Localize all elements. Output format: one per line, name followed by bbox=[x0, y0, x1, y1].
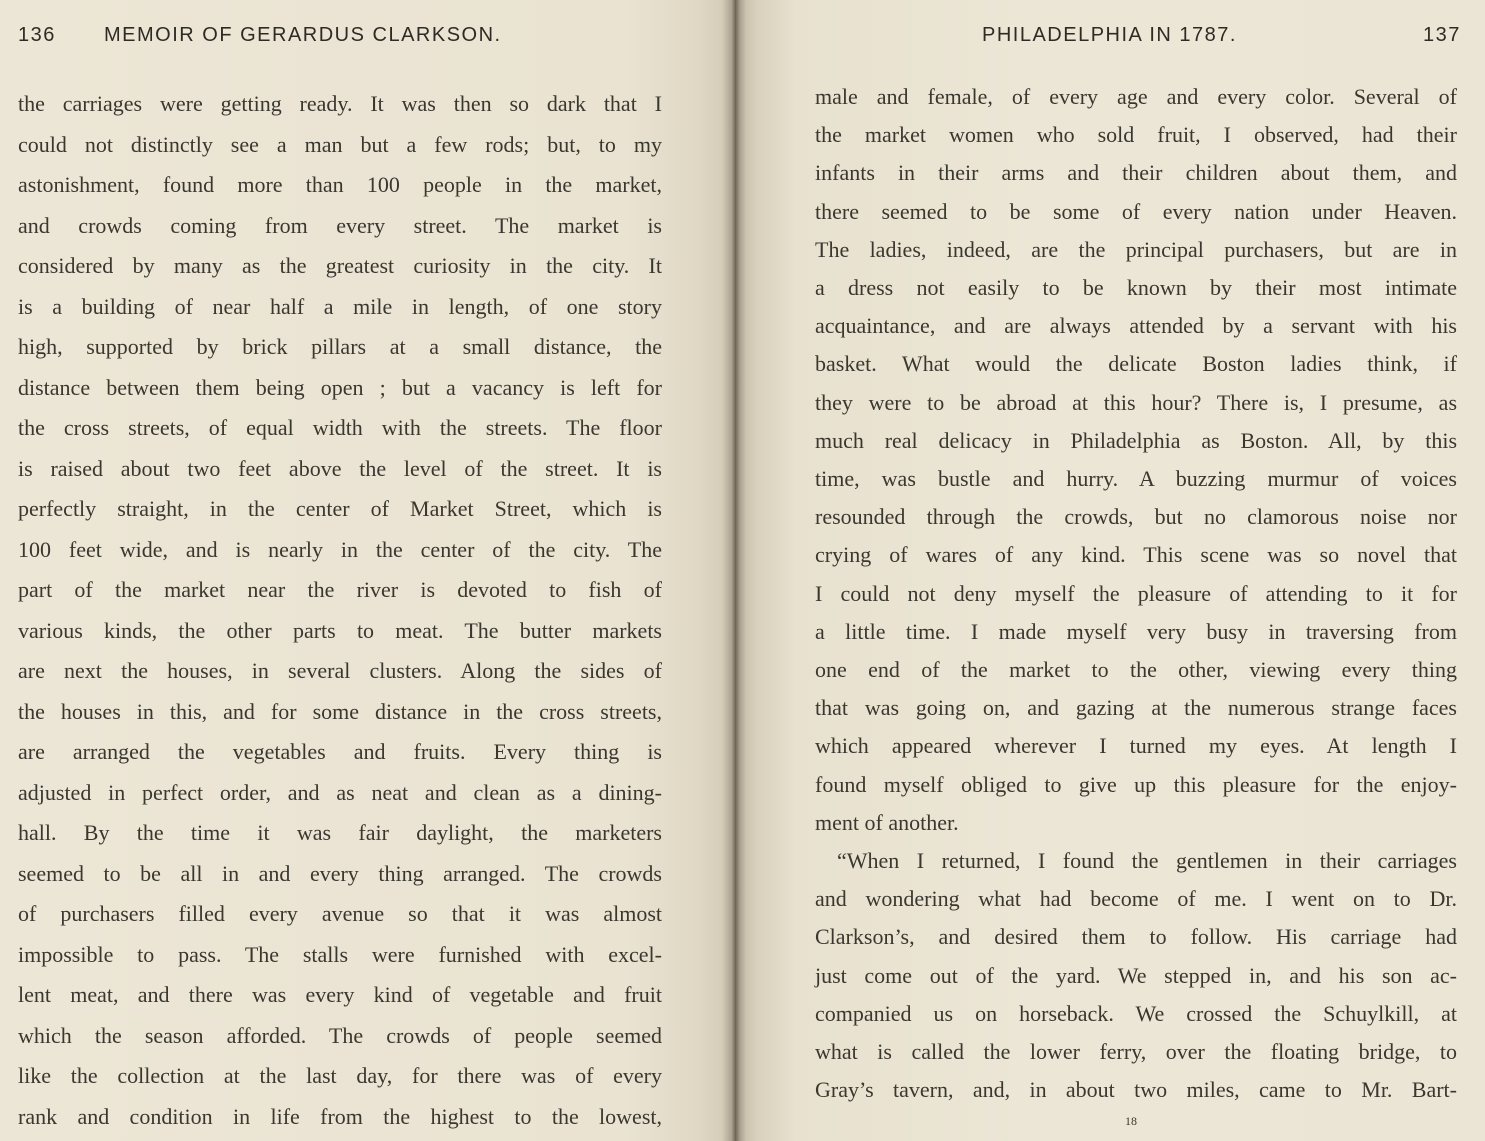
text-line: the houses in this, and for some distance in the cross streets, bbox=[18, 698, 662, 724]
text-line: acquaintance, and are always attended by a servant with his bbox=[815, 313, 1457, 339]
text-line: infants in their arms and their children about them, and bbox=[815, 160, 1457, 186]
text-line: seemed to be all in and every thing arranged. The crowds bbox=[18, 860, 662, 886]
text-line: and crowds coming from every street. The market is bbox=[18, 212, 662, 238]
left-running-head: MEMOIR OF GERARDUS CLARKSON. bbox=[104, 24, 502, 46]
right-page-body bbox=[815, 78, 1457, 1109]
text-line: considered by many as the greatest curiosity in the city. It bbox=[18, 253, 662, 278]
text-line: perfectly straight, in the center of Market Street, which is bbox=[18, 496, 662, 521]
text-line: the market women who sold fruit, I observed, had their bbox=[815, 122, 1457, 148]
text-line: Gray’s tavern, and, in about two miles, came to Mr. Bart- bbox=[815, 1077, 1457, 1103]
text-line: time, was bustle and hurry. A buzzing murmur of voices bbox=[815, 466, 1457, 492]
text-line: much real delicacy in Philadelphia as Boston. All, by this bbox=[815, 427, 1457, 453]
text-line: Clarkson’s, and desired them to follow. His carriage had bbox=[815, 924, 1457, 950]
text-line: there seemed to be some of every nation under Heaven. bbox=[815, 198, 1457, 224]
text-line: could not distinctly see a man but a few rods; but, to my bbox=[18, 131, 662, 157]
text-line: adjusted in perfect order, and as neat and clean as a dining- bbox=[18, 779, 662, 805]
text-line: a little time. I made myself very busy in traversing from bbox=[815, 618, 1457, 644]
right-page-number: 137 bbox=[1423, 24, 1461, 46]
text-line: like the collection at the last day, for there was of every bbox=[18, 1063, 662, 1088]
text-line: of purchasers filled every avenue so that it was almost bbox=[18, 901, 662, 926]
text-line: they were to be abroad at this hour? There is, I presume, as bbox=[815, 389, 1457, 415]
text-line: The ladies, indeed, are the principal purchasers, but are in bbox=[815, 236, 1457, 262]
text-line: male and female, of every age and every color. Several of bbox=[815, 84, 1457, 109]
book-gutter bbox=[722, 0, 746, 1141]
text-line: companied us on horseback. We crossed the Schuylkill, at bbox=[815, 1000, 1457, 1026]
text-line: ment of another. bbox=[815, 809, 959, 835]
right-running-head: PHILADELPHIA IN 1787. bbox=[982, 24, 1237, 46]
text-line: distance between them being open ; but a vacancy is left for bbox=[18, 374, 662, 400]
text-line: astonishment, found more than 100 people in the market, bbox=[18, 172, 662, 197]
text-line: is a building of near half a mile in length, of one story bbox=[18, 293, 662, 319]
text-line: “When I returned, I found the gentlemen in their carriages bbox=[837, 848, 1457, 874]
text-line: various kinds, the other parts to meat. The butter markets bbox=[18, 617, 662, 643]
text-line: are next the houses, in several clusters. Along the sides of bbox=[18, 658, 662, 683]
text-line: found myself obliged to give up this pleasure for the enjoy- bbox=[815, 771, 1457, 797]
text-line: basket. What would the delicate Boston ladies think, if bbox=[815, 351, 1457, 377]
text-line: a dress not easily to be known by their most intimate bbox=[815, 275, 1457, 301]
text-line: is raised about two feet above the level of the street. It is bbox=[18, 455, 662, 481]
text-line: part of the market near the river is devoted to fish of bbox=[18, 577, 662, 602]
text-line: which appeared wherever I turned my eyes. At length I bbox=[815, 733, 1457, 759]
text-line: resounded through the crowds, but no clamorous noise nor bbox=[815, 504, 1457, 530]
text-line: are arranged the vegetables and fruits. Every thing is bbox=[18, 739, 662, 764]
left-page-body bbox=[18, 84, 662, 1137]
signature-mark: 18 bbox=[1125, 1114, 1137, 1128]
text-line: just come out of the yard. We stepped in, and his son ac- bbox=[815, 962, 1457, 988]
text-line: that was going on, and gazing at the numerous strange faces bbox=[815, 695, 1457, 721]
text-line: and wondering what had become of me. I went on to Dr. bbox=[815, 886, 1457, 912]
text-line: rank and condition in life from the highest to the lowest, bbox=[18, 1103, 662, 1129]
text-line: impossible to pass. The stalls were furnished with excel- bbox=[18, 941, 662, 967]
text-line: crying of wares of any kind. This scene was so novel that bbox=[815, 542, 1457, 568]
text-line: 100 feet wide, and is nearly in the center of the city. The bbox=[18, 536, 662, 562]
text-line: what is called the lower ferry, over the floating bridge, to bbox=[815, 1039, 1457, 1065]
right-page bbox=[735, 0, 1485, 1141]
text-line: high, supported by brick pillars at a small distance, the bbox=[18, 334, 662, 359]
left-page bbox=[0, 0, 735, 1141]
text-line: the carriages were getting ready. It was then so dark that I bbox=[18, 91, 662, 116]
text-line: which the season afforded. The crowds of people seemed bbox=[18, 1022, 662, 1048]
text-line: one end of the market to the other, viewing every thing bbox=[815, 657, 1457, 683]
left-page-number: 136 bbox=[18, 24, 56, 46]
text-line: I could not deny myself the pleasure of attending to it for bbox=[815, 580, 1457, 606]
text-line: hall. By the time it was fair daylight, the marketers bbox=[18, 820, 662, 845]
text-line: lent meat, and there was every kind of vegetable and fruit bbox=[18, 982, 662, 1007]
text-line: the cross streets, of equal width with the streets. The floor bbox=[18, 415, 662, 440]
